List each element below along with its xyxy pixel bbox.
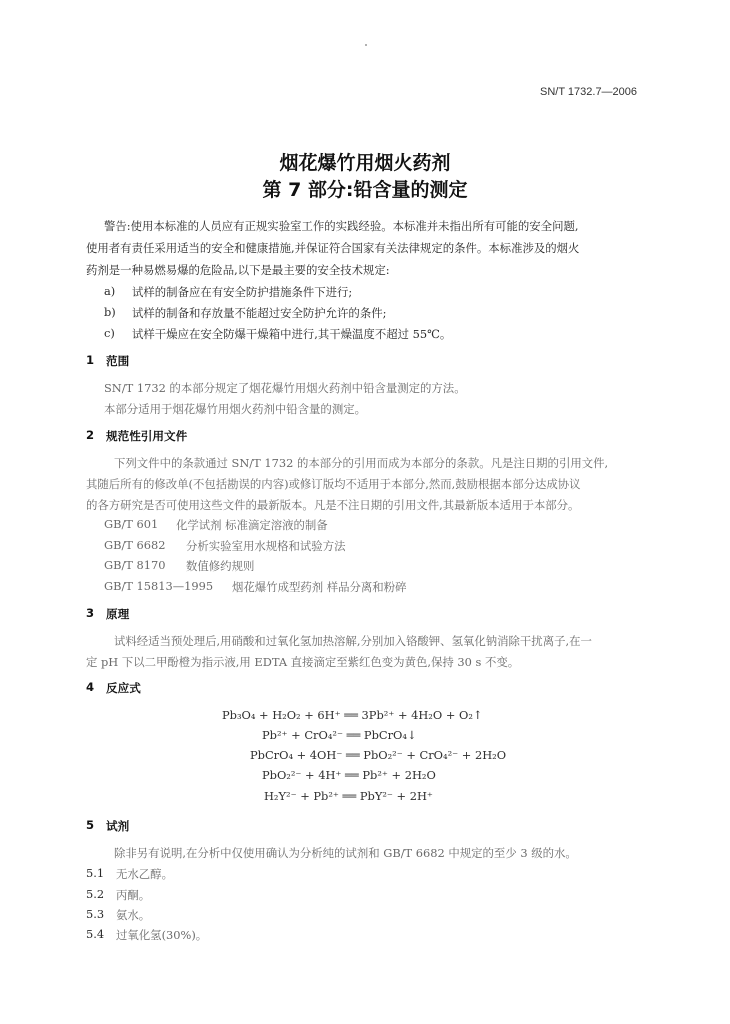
reference-code: GB/T 6682 — [104, 538, 166, 552]
paragraph-line: 除非另有说明,在分析中仅使用确认为分析纯的试剂和 GB/T 6682 中规定的至少 3 级的水。 — [114, 846, 577, 860]
warning-line: 警告:使用本标准的人员应有正规实验室工作的实践经验。本标准并未指出所有可能的安全问题, — [104, 219, 579, 233]
reagent-text: 过氧化氢(30%)。 — [116, 928, 208, 942]
warning-item-text: 试样的制备应在有安全防护措施条件下进行; — [132, 285, 353, 299]
paragraph-line: 下列文件中的条款通过 SN/T 1732 的本部分的引用而成为本部分的条款。凡是注日期的引用文件, — [114, 456, 609, 470]
reference-title: 化学试剂 标准滴定溶液的制备 — [176, 518, 328, 532]
section-number: 4 — [86, 680, 95, 694]
section-number: 1 — [86, 353, 95, 367]
reference-title: 烟花爆竹成型药剂 样品分离和粉碎 — [232, 580, 407, 594]
section-number: 2 — [86, 428, 95, 442]
reagent-number: 5.2 — [86, 887, 105, 901]
reference-title: 分析实验室用水规格和试验方法 — [186, 539, 346, 553]
reagent-text: 无水乙醇。 — [116, 867, 173, 881]
reagent-number: 5.1 — [86, 866, 105, 880]
section-heading: 原理 — [106, 607, 130, 621]
warning-item-text: 试样干燥应在安全防爆干燥箱中进行,其干燥温度不超过 55℃。 — [132, 327, 452, 341]
warning-item-label: c) — [104, 326, 115, 340]
warning-item-text: 试样的制备和存放量不能超过安全防护允许的条件; — [132, 306, 387, 320]
standard-number: SN/T 1732.7—2006 — [540, 86, 638, 98]
paragraph-line: 试料经适当预处理后,用硝酸和过氧化氢加热溶解,分别加入铬酸钾、氢氧化钠消除干扰离子,在一 — [114, 634, 592, 648]
reaction-equation: Pb₃O₄ + H₂O₂ + 6H⁺ ══ 3Pb²⁺ + 4H₂O + O₂↑ — [222, 708, 483, 722]
paragraph-line: SN/T 1732 的本部分规定了烟花爆竹用烟火药剂中铅含量测定的方法。 — [104, 381, 466, 395]
warning-item-label: a) — [104, 284, 116, 298]
reagent-number: 5.3 — [86, 907, 105, 921]
section-heading: 规范性引用文件 — [106, 429, 188, 443]
reagent-number: 5.4 — [86, 927, 105, 941]
reaction-equation: Pb²⁺ + CrO₄²⁻ ══ PbCrO₄↓ — [262, 728, 417, 742]
warning-line: 使用者有责任采用适当的安全和健康措施,并保证符合国家有关法律规定的条件。本标准涉及的烟火 — [86, 241, 580, 255]
reaction-equation: PbCrO₄ + 4OH⁻ ══ PbO₂²⁻ + CrO₄²⁻ + 2H₂O — [250, 748, 507, 762]
reference-title: 数值修约规则 — [186, 559, 255, 573]
document-title: 烟花爆竹用烟火药剂 — [279, 152, 451, 174]
section-heading: 范围 — [106, 354, 130, 368]
reaction-equation: PbO₂²⁻ + 4H⁺ ══ Pb²⁺ + 2H₂O — [262, 768, 436, 782]
reaction-equation: H₂Y²⁻ + Pb²⁺ ══ PbY²⁻ + 2H⁺ — [264, 789, 433, 803]
reagent-text: 丙酮。 — [116, 888, 151, 902]
reference-code: GB/T 15813—1995 — [104, 579, 214, 593]
section-number: 3 — [86, 606, 95, 620]
reagent-text: 氨水。 — [116, 908, 151, 922]
section-heading: 反应式 — [106, 681, 141, 695]
paragraph-line: 本部分适用于烟花爆竹用烟火药剂中铅含量的测定。 — [104, 402, 366, 416]
reference-code: GB/T 8170 — [104, 558, 166, 572]
document-subtitle: 第 7 部分:铅含量的测定 — [262, 179, 468, 201]
paragraph-line: 定 pH 下以二甲酚橙为指示液,用 EDTA 直接滴定至紫红色变为黄色,保持 30 s 不变。 — [86, 655, 520, 669]
warning-line: 药剂是一种易燃易爆的危险品,以下是最主要的安全技术规定: — [86, 263, 390, 277]
reference-code: GB/T 601 — [104, 517, 159, 531]
section-heading: 试剂 — [106, 819, 130, 833]
paragraph-line: 的各方研究是否可使用这些文件的最新版本。凡是不注日期的引用文件,其最新版本适用于本部分。 — [86, 498, 580, 512]
paragraph-line: 其随后所有的修改单(不包括勘误的内容)或修订版均不适用于本部分,然而,鼓励根据本部分达成协议 — [86, 477, 581, 491]
warning-item-label: b) — [104, 305, 116, 319]
section-number: 5 — [86, 818, 95, 832]
